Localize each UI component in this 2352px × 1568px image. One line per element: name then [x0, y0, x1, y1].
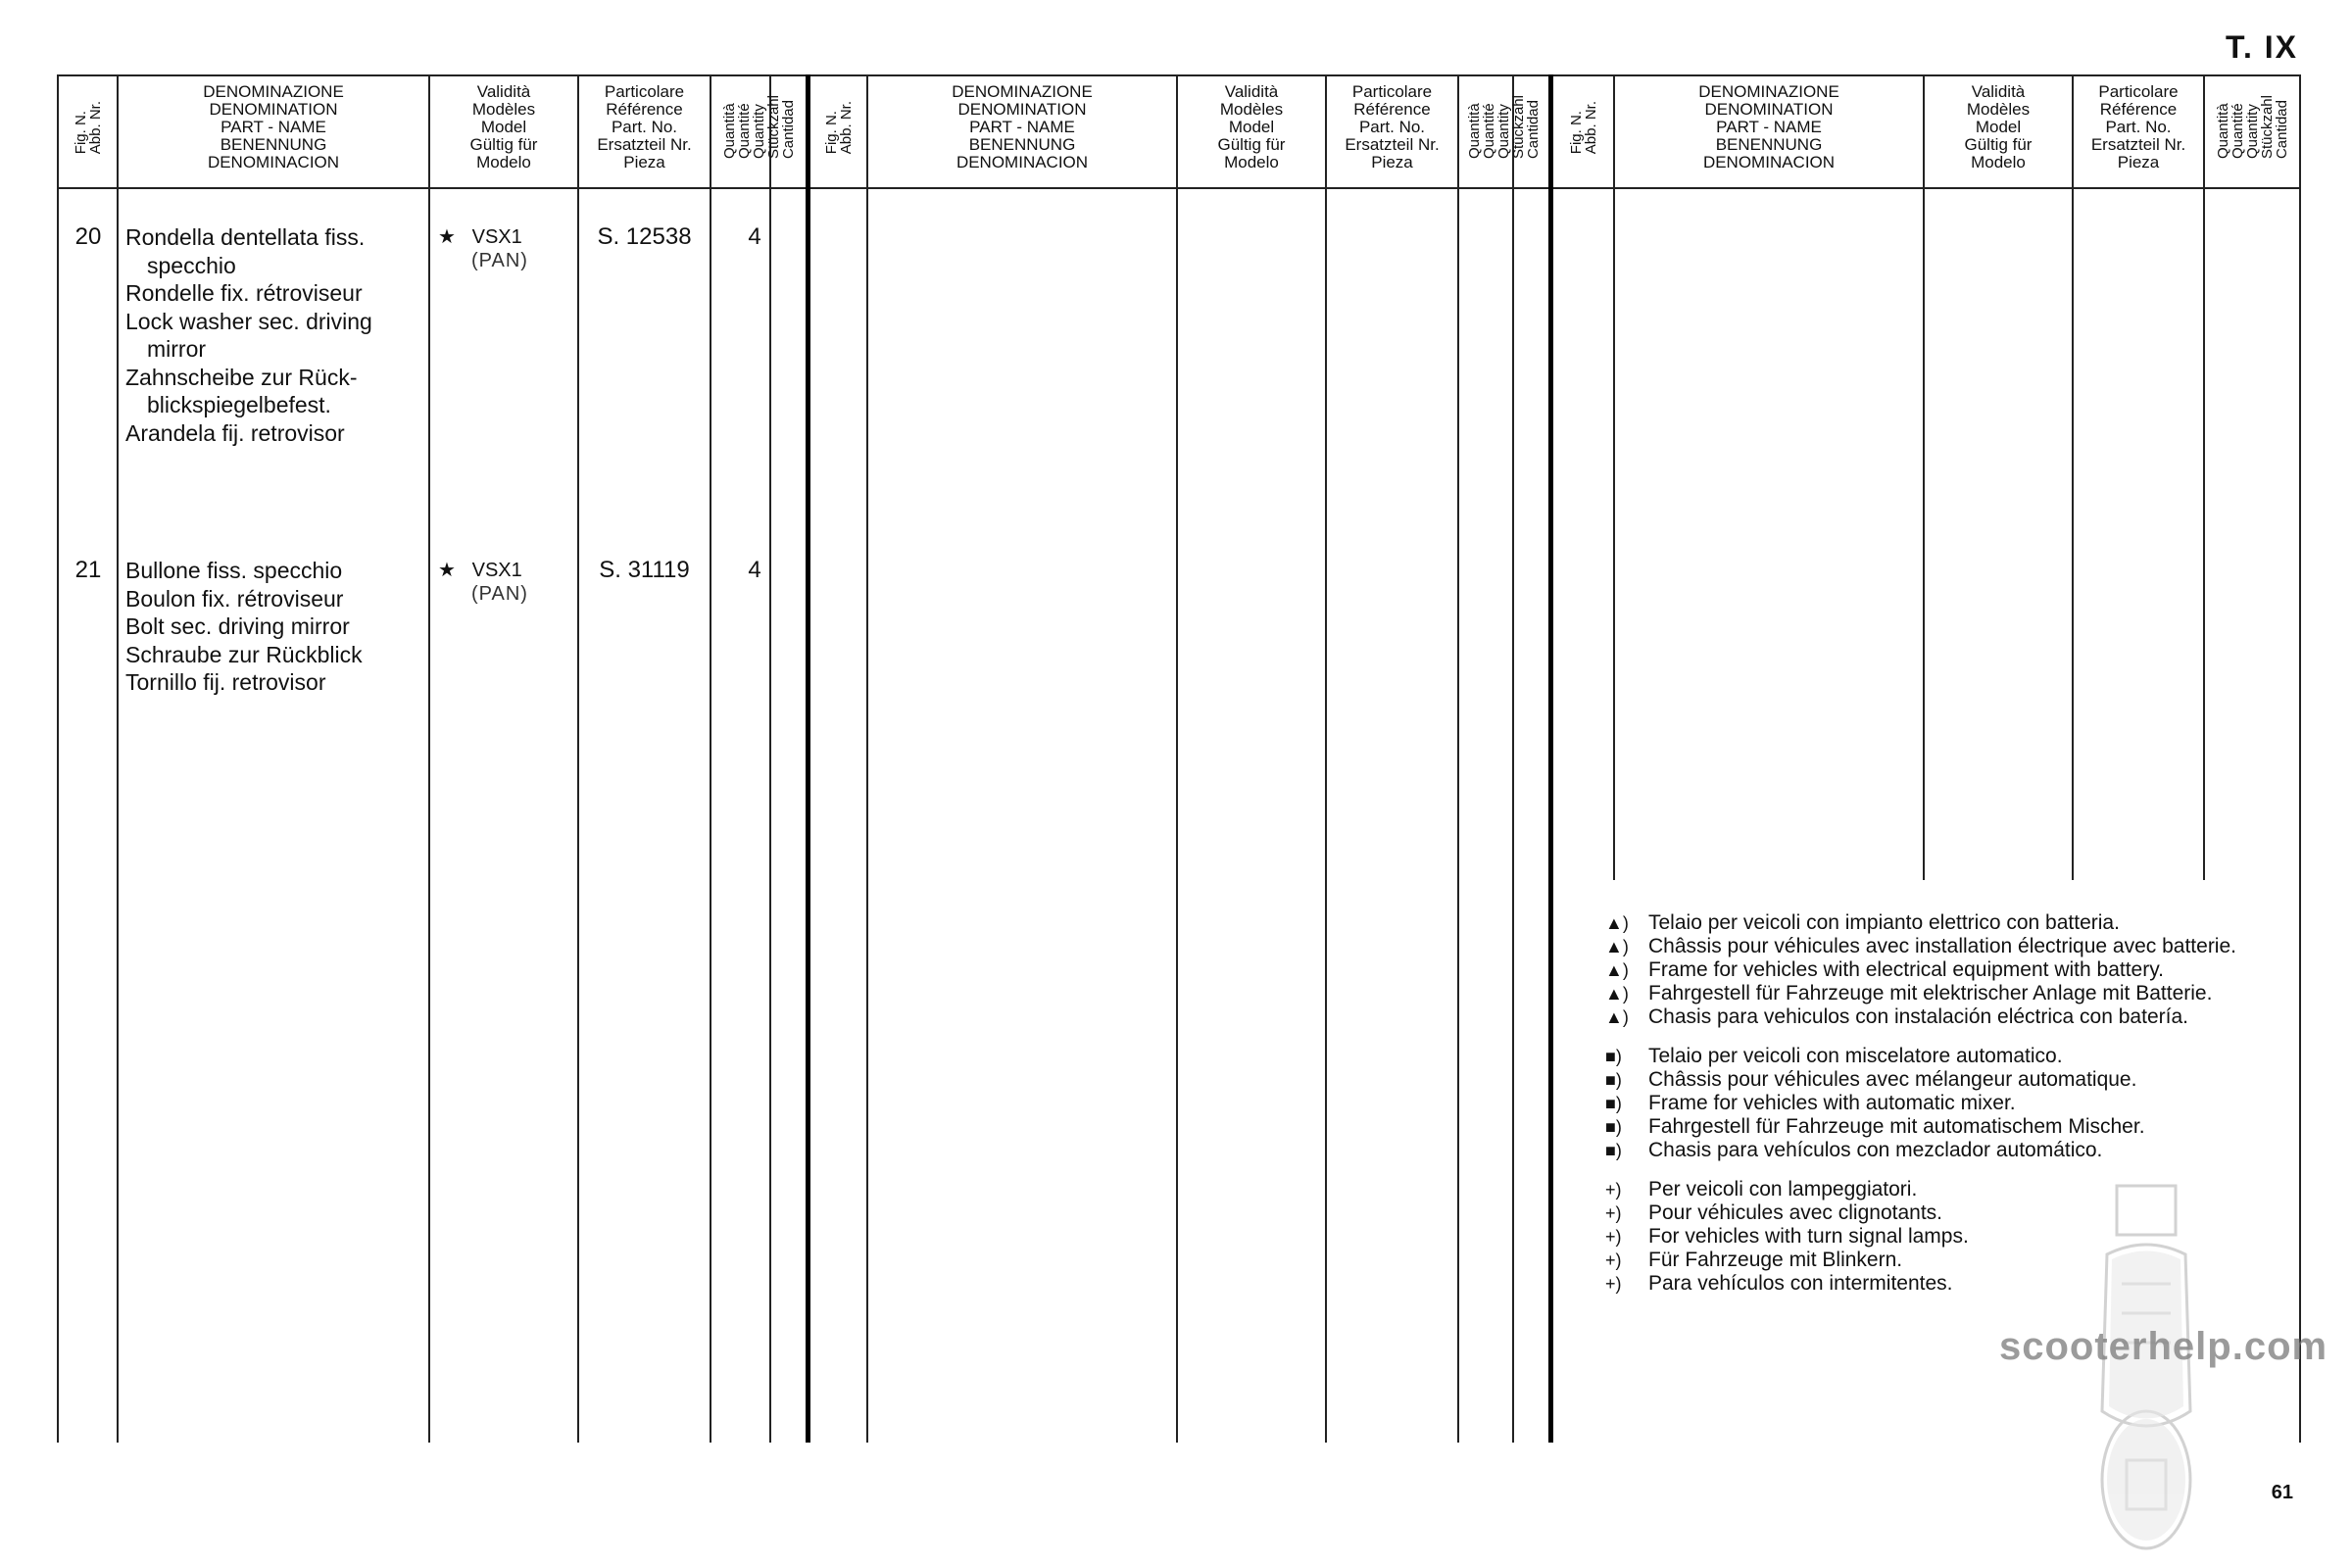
header-validity: Validità Modèles Model Gültig für Modelo — [1217, 82, 1286, 172]
header-fig-no: Fig. N. Abb. Nr. — [822, 100, 855, 155]
header-top-rule — [57, 74, 2301, 76]
star-icon: ★ — [438, 226, 456, 248]
triangle-icon: ▲) — [1605, 1007, 1629, 1027]
table-id: T. IX — [2225, 29, 2298, 65]
watermark-text: scooterhelp.com — [1999, 1325, 2328, 1368]
header-part-no: Particolare Référence Part. No. Ersatzteil Nr. Pieza — [1345, 82, 1440, 172]
column-rule — [2299, 74, 2301, 1443]
note-group-square: ■) Telaio per veicoli con miscelatore automatico. ■) Châssis pour véhicules avec mélangeur automatique. ■) Frame for vehicles with automatic mixer. ■) Fahrgestell für Fahrzeuge mit automatischem Mischer. ■) Chasis para vehículos con mezclador automático. — [1605, 1045, 2145, 1161]
column-rule — [2203, 74, 2205, 880]
column-rule — [117, 74, 119, 1443]
plus-icon: +) — [1605, 1274, 1622, 1294]
quantity-value: 4 — [748, 557, 761, 583]
square-icon: ■) — [1605, 1047, 1622, 1066]
plus-icon: +) — [1605, 1203, 1622, 1223]
column-rule — [57, 74, 59, 1443]
header-denomination: DENOMINAZIONE DENOMINATION PART - NAME BENENNUNG DENOMINACION — [952, 82, 1093, 172]
header-part-no: Particolare Référence Part. No. Ersatzteil Nr. Pieza — [2090, 82, 2186, 172]
part-name-multilang: Rondella dentellata fiss. specchio Rondelle fix. rétroviseur Lock washer sec. driving mirror Zahnscheibe zur Rück- blickspiegelbefest. Arandela fij. retrovisor — [125, 224, 372, 446]
header-quantity: Quantità Quantité Quantity Stückzahl Cantidad — [2214, 95, 2290, 160]
note-group-triangle: ▲) Telaio per veicoli con impianto elettrico con batteria. ▲) Châssis pour véhicules avec installation électrique avec batterie. ▲) Frame for vehicles with electrical equipment with battery. ▲) Fahrgestell für Fahrzeuge mit elektrischer Anlage mit Batterie. ▲) Chasis para vehiculos con instalación eléctrica con batería. — [1605, 911, 2236, 1028]
column-rule — [1457, 74, 1459, 1443]
column-rule — [710, 74, 711, 1443]
column-rule — [577, 74, 579, 1443]
column-rule — [1512, 74, 1514, 1443]
header-denomination: DENOMINAZIONE DENOMINATION PART - NAME BENENNUNG DENOMINACION — [203, 82, 344, 172]
note-group-plus: +) Per veicoli con lampeggiatori. +) Pour véhicules avec clignotants. +) For vehicles with turn signal lamps. +) Für Fahrzeuge mit Blinkern. +) Para vehículos con intermitentes. — [1605, 1178, 1969, 1295]
square-icon: ■) — [1605, 1094, 1622, 1113]
header-part-no: Particolare Référence Part. No. Ersatzteil Nr. Pieza — [597, 82, 692, 172]
part-name-multilang: Bullone fiss. specchio Boulon fix. rétroviseur Bolt sec. driving mirror Schraube zur Rückblick Tornillo fij. retrovisor — [125, 558, 363, 695]
plus-icon: +) — [1605, 1180, 1622, 1200]
triangle-icon: ▲) — [1605, 984, 1629, 1004]
part-number: S. 12538 — [597, 223, 692, 250]
header-denomination: DENOMINAZIONE DENOMINATION PART - NAME BENENNUNG DENOMINACION — [1698, 82, 1839, 172]
header-fig-no: Fig. N. Abb. Nr. — [72, 100, 104, 155]
part-number: S. 31119 — [599, 557, 690, 583]
column-rule — [2072, 74, 2074, 880]
triangle-icon: ▲) — [1605, 937, 1629, 956]
panel-divider — [1548, 74, 1553, 1443]
header-validity: Validità Modèles Model Gültig für Modelo — [469, 82, 538, 172]
validity-model: ★ VSX1 (PAN) — [438, 226, 528, 271]
quantity-value: 4 — [748, 223, 761, 250]
column-rule — [769, 74, 771, 1443]
header-validity: Validità Modèles Model Gültig für Modelo — [1964, 82, 2033, 172]
column-rule — [1923, 74, 1925, 880]
panel-divider — [806, 74, 810, 1443]
page-number: 61 — [2271, 1482, 2293, 1503]
column-rule — [1613, 74, 1615, 880]
column-rule — [866, 74, 868, 1443]
triangle-icon: ▲) — [1605, 913, 1629, 933]
header-fig-no: Fig. N. Abb. Nr. — [1567, 100, 1599, 155]
star-icon: ★ — [438, 560, 456, 581]
header-bottom-rule — [57, 187, 2301, 189]
column-rule — [1325, 74, 1327, 1443]
square-icon: ■) — [1605, 1141, 1622, 1160]
column-rule — [428, 74, 430, 1443]
square-icon: ■) — [1605, 1117, 1622, 1137]
triangle-icon: ▲) — [1605, 960, 1629, 980]
column-rule — [1176, 74, 1178, 1443]
header-quantity: Quantità Quantité Quantity Stückzahl Cantidad — [720, 95, 797, 160]
fig-number: 20 — [74, 223, 102, 250]
validity-model: ★ VSX1 (PAN) — [438, 560, 528, 605]
plus-icon: +) — [1605, 1227, 1622, 1247]
square-icon: ■) — [1605, 1070, 1622, 1090]
fig-number: 21 — [74, 557, 102, 583]
header-quantity: Quantità Quantité Quantity Stückzahl Cantidad — [1466, 95, 1542, 160]
plus-icon: +) — [1605, 1250, 1622, 1270]
